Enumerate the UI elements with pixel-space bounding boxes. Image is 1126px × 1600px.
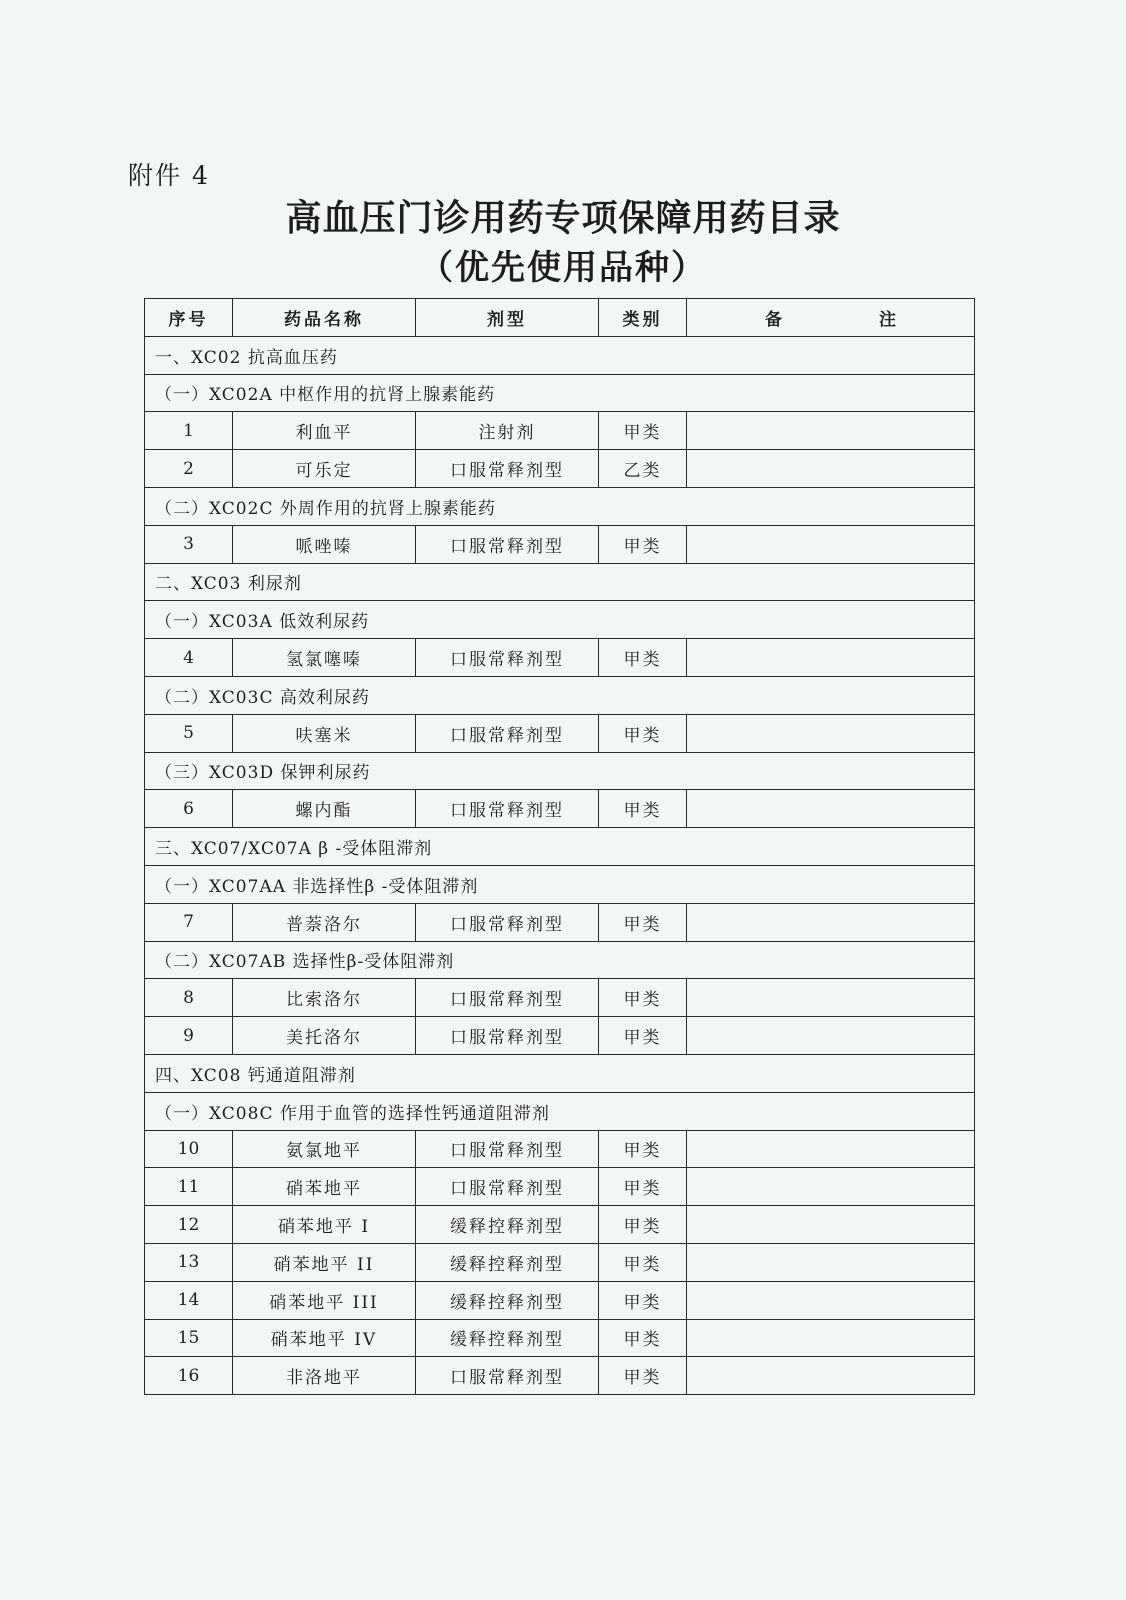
section-heading: （一）XC03A 低效利尿药 bbox=[145, 601, 975, 639]
section-row bbox=[145, 374, 975, 412]
section-heading: 一、XC02 抗高血压药 bbox=[145, 336, 975, 374]
table-row bbox=[145, 1017, 975, 1055]
cell-drug-name: 硝苯地平 I bbox=[233, 1206, 416, 1244]
cell-dosage-form: 缓释控释剂型 bbox=[416, 1243, 599, 1281]
cell-category: 乙类 bbox=[599, 450, 687, 488]
cell-number: 14 bbox=[145, 1281, 233, 1319]
cell-number: 5 bbox=[145, 714, 233, 752]
section-heading: （二）XC02C 外周作用的抗肾上腺素能药 bbox=[145, 487, 975, 525]
cell-remark bbox=[687, 1281, 975, 1319]
cell-number: 9 bbox=[145, 1017, 233, 1055]
section-row bbox=[145, 336, 975, 374]
section-row bbox=[145, 1054, 975, 1092]
section-heading: （三）XC03D 保钾利尿药 bbox=[145, 752, 975, 790]
table-row bbox=[145, 412, 975, 450]
cell-remark bbox=[687, 1243, 975, 1281]
cell-drug-name: 氢氯噻嗪 bbox=[233, 639, 416, 677]
cell-remark bbox=[687, 450, 975, 488]
drug-catalog-table bbox=[144, 298, 975, 1395]
cell-remark bbox=[687, 639, 975, 677]
cell-category: 甲类 bbox=[599, 790, 687, 828]
cell-dosage-form: 口服常释剂型 bbox=[416, 903, 599, 941]
table-row bbox=[145, 714, 975, 752]
section-heading: 二、XC03 利尿剂 bbox=[145, 563, 975, 601]
section-row bbox=[145, 752, 975, 790]
cell-remark bbox=[687, 714, 975, 752]
document-title: 高血压门诊用药专项保障用药目录 bbox=[285, 198, 841, 239]
cell-remark bbox=[687, 412, 975, 450]
cell-dosage-form: 口服常释剂型 bbox=[416, 450, 599, 488]
cell-category: 甲类 bbox=[599, 1319, 687, 1357]
cell-dosage-form: 口服常释剂型 bbox=[416, 525, 599, 563]
column-header-drug-name: 药品名称 bbox=[233, 299, 416, 337]
cell-number: 8 bbox=[145, 979, 233, 1017]
cell-drug-name: 硝苯地平 IV bbox=[233, 1319, 416, 1357]
cell-category: 甲类 bbox=[599, 412, 687, 450]
cell-dosage-form: 口服常释剂型 bbox=[416, 639, 599, 677]
attachment-label: 附件 4 bbox=[128, 161, 210, 190]
section-row bbox=[145, 828, 975, 866]
table-row bbox=[145, 525, 975, 563]
section-row bbox=[145, 941, 975, 979]
column-header-number: 序号 bbox=[145, 299, 233, 337]
cell-drug-name: 螺内酯 bbox=[233, 790, 416, 828]
table-body bbox=[145, 336, 975, 1394]
cell-remark bbox=[687, 1017, 975, 1055]
cell-dosage-form: 口服常释剂型 bbox=[416, 1168, 599, 1206]
section-row bbox=[145, 601, 975, 639]
cell-drug-name: 呋塞米 bbox=[233, 714, 416, 752]
cell-dosage-form: 口服常释剂型 bbox=[416, 714, 599, 752]
cell-category: 甲类 bbox=[599, 1168, 687, 1206]
cell-drug-name: 可乐定 bbox=[233, 450, 416, 488]
section-heading: （一）XC02A 中枢作用的抗肾上腺素能药 bbox=[145, 374, 975, 412]
table-row bbox=[145, 450, 975, 488]
cell-category: 甲类 bbox=[599, 1130, 687, 1168]
cell-number: 12 bbox=[145, 1206, 233, 1244]
cell-drug-name: 硝苯地平 III bbox=[233, 1281, 416, 1319]
document-subtitle: （优先使用品种） bbox=[419, 248, 707, 288]
column-header-category: 类别 bbox=[599, 299, 687, 337]
cell-number: 7 bbox=[145, 903, 233, 941]
cell-number: 13 bbox=[145, 1243, 233, 1281]
cell-remark bbox=[687, 1357, 975, 1395]
cell-category: 甲类 bbox=[599, 903, 687, 941]
cell-drug-name: 氨氯地平 bbox=[233, 1130, 416, 1168]
cell-dosage-form: 缓释控释剂型 bbox=[416, 1319, 599, 1357]
table-row bbox=[145, 1357, 975, 1395]
table-row bbox=[145, 1168, 975, 1206]
cell-dosage-form: 口服常释剂型 bbox=[416, 790, 599, 828]
cell-remark bbox=[687, 1130, 975, 1168]
cell-drug-name: 普萘洛尔 bbox=[233, 903, 416, 941]
section-heading: （一）XC07AA 非选择性β -受体阻滞剂 bbox=[145, 865, 975, 903]
cell-number: 15 bbox=[145, 1319, 233, 1357]
cell-drug-name: 美托洛尔 bbox=[233, 1017, 416, 1055]
cell-remark bbox=[687, 903, 975, 941]
column-header-dosage-form: 剂型 bbox=[416, 299, 599, 337]
table-header-row bbox=[145, 299, 975, 337]
cell-remark bbox=[687, 1206, 975, 1244]
section-row bbox=[145, 487, 975, 525]
section-row bbox=[145, 676, 975, 714]
cell-number: 2 bbox=[145, 450, 233, 488]
cell-remark bbox=[687, 1168, 975, 1206]
cell-dosage-form: 缓释控释剂型 bbox=[416, 1206, 599, 1244]
table-row bbox=[145, 1319, 975, 1357]
table-row bbox=[145, 639, 975, 677]
cell-number: 16 bbox=[145, 1357, 233, 1395]
cell-number: 11 bbox=[145, 1168, 233, 1206]
cell-dosage-form: 注射剂 bbox=[416, 412, 599, 450]
cell-drug-name: 硝苯地平 II bbox=[233, 1243, 416, 1281]
cell-remark bbox=[687, 525, 975, 563]
cell-number: 3 bbox=[145, 525, 233, 563]
cell-drug-name: 哌唑嗪 bbox=[233, 525, 416, 563]
cell-category: 甲类 bbox=[599, 979, 687, 1017]
cell-category: 甲类 bbox=[599, 714, 687, 752]
section-heading: 三、XC07/XC07A β -受体阻滞剂 bbox=[145, 828, 975, 866]
table-row bbox=[145, 1206, 975, 1244]
cell-category: 甲类 bbox=[599, 1206, 687, 1244]
section-heading: 四、XC08 钙通道阻滞剂 bbox=[145, 1054, 975, 1092]
cell-remark bbox=[687, 1319, 975, 1357]
cell-remark bbox=[687, 790, 975, 828]
cell-dosage-form: 口服常释剂型 bbox=[416, 1017, 599, 1055]
table-row bbox=[145, 979, 975, 1017]
table-row bbox=[145, 1130, 975, 1168]
cell-category: 甲类 bbox=[599, 1017, 687, 1055]
table-row bbox=[145, 790, 975, 828]
cell-dosage-form: 口服常释剂型 bbox=[416, 979, 599, 1017]
cell-category: 甲类 bbox=[599, 1243, 687, 1281]
cell-drug-name: 硝苯地平 bbox=[233, 1168, 416, 1206]
cell-dosage-form: 缓释控释剂型 bbox=[416, 1281, 599, 1319]
section-row bbox=[145, 1092, 975, 1130]
cell-number: 6 bbox=[145, 790, 233, 828]
section-row bbox=[145, 865, 975, 903]
cell-drug-name: 利血平 bbox=[233, 412, 416, 450]
cell-dosage-form: 口服常释剂型 bbox=[416, 1130, 599, 1168]
cell-category: 甲类 bbox=[599, 1281, 687, 1319]
cell-number: 10 bbox=[145, 1130, 233, 1168]
cell-category: 甲类 bbox=[599, 525, 687, 563]
cell-dosage-form: 口服常释剂型 bbox=[416, 1357, 599, 1395]
table-row bbox=[145, 903, 975, 941]
section-heading: （一）XC08C 作用于血管的选择性钙通道阻滞剂 bbox=[145, 1092, 975, 1130]
cell-category: 甲类 bbox=[599, 1357, 687, 1395]
column-header-remark: 备 注 bbox=[687, 299, 975, 337]
cell-remark bbox=[687, 979, 975, 1017]
cell-category: 甲类 bbox=[599, 639, 687, 677]
section-row bbox=[145, 563, 975, 601]
table-row bbox=[145, 1243, 975, 1281]
cell-drug-name: 非洛地平 bbox=[233, 1357, 416, 1395]
cell-number: 4 bbox=[145, 639, 233, 677]
cell-drug-name: 比索洛尔 bbox=[233, 979, 416, 1017]
section-heading: （二）XC03C 高效利尿药 bbox=[145, 676, 975, 714]
cell-number: 1 bbox=[145, 412, 233, 450]
table-row bbox=[145, 1281, 975, 1319]
section-heading: （二）XC07AB 选择性β-受体阻滞剂 bbox=[145, 941, 975, 979]
